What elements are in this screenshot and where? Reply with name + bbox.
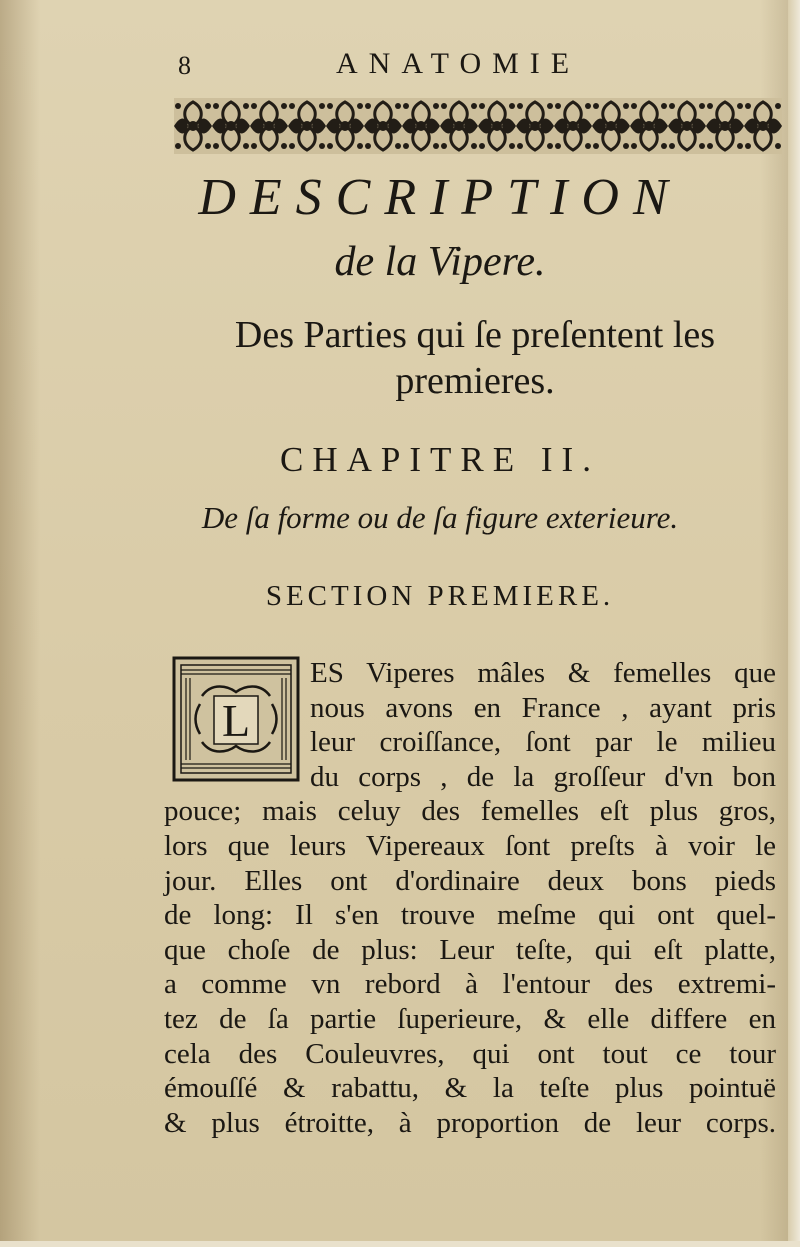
page-header (0, 45, 800, 85)
part-heading (190, 312, 760, 404)
text-line: émouſſé & rabattu, & la teſte plus pointuë (164, 1072, 776, 1105)
text-line: pouce; mais celuy des femelles eſt plus gros, (164, 795, 776, 828)
text-line: nous avons en France , ayant pris (310, 691, 776, 724)
text-line: cela des Couleuvres, qui ont tout ce tour (164, 1037, 776, 1070)
text-line: tez de ſa partie ſuperieure, & elle differe en (164, 1002, 776, 1035)
section-heading: SECTION PREMIERE. (265, 580, 615, 612)
text-line: jour. Elles ont d'ordinaire deux bons pieds (164, 864, 776, 897)
body-paragraph (164, 656, 776, 1140)
text-line: & plus étroitte, à proportion de leur corps. (164, 1106, 776, 1139)
heading-line: premieres. (395, 360, 555, 402)
text-line: a comme vn rebord à l'entour des extremi- (164, 968, 776, 1001)
text-line: que choſe de plus: Leur teſte, qui eſt platte, (164, 933, 776, 966)
ornamental-band (174, 98, 782, 154)
drop-cap-letter: L (221, 695, 251, 746)
chapter-subtitle: De ſa forme ou de ſa figure exterieure. (201, 500, 679, 535)
text-line: leur croiſſance, ſont par le milieu (310, 726, 776, 759)
heading-line: Des Parties qui ſe preſentent les (234, 314, 716, 356)
main-title: DESCRIPTION (198, 169, 682, 226)
chapter-heading: CHAPITRE II. (280, 440, 600, 479)
text-line: du corps , de la groſſeur d'vn bon (310, 760, 776, 793)
main-subtitle: de la Vipere. (334, 239, 546, 285)
text-line: lors que leurs Vipereaux ſont preſts à voir le (164, 829, 776, 862)
text-line: ES Viperes mâles & femelles que (310, 657, 776, 689)
text-line: de long: Il s'en trouve meſme qui ont quel- (164, 899, 776, 932)
running-head: ANATOMIE (336, 47, 581, 80)
page-bottom-edge (0, 1241, 800, 1247)
page-number: 8 (178, 51, 191, 80)
